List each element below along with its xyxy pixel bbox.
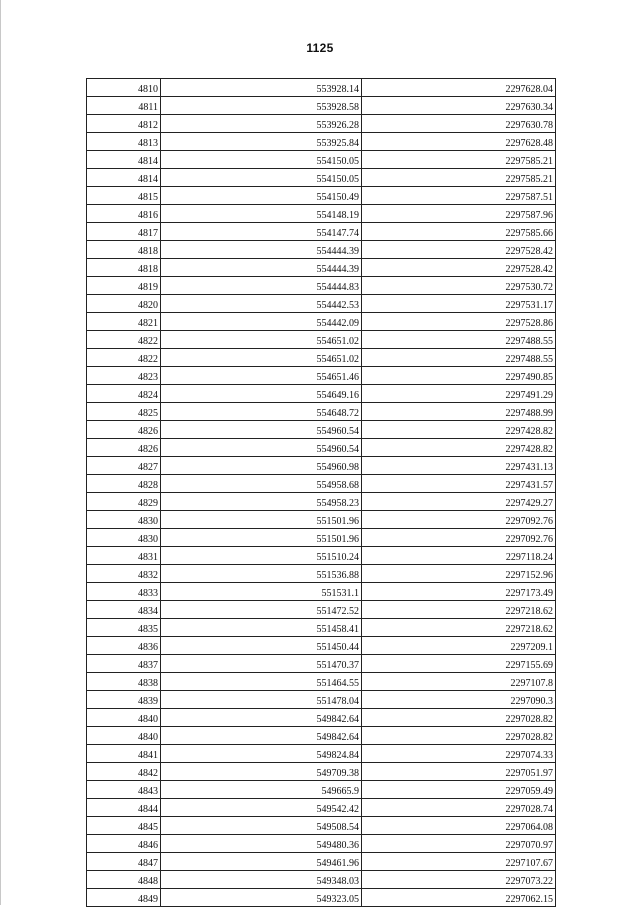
x-coordinate-cell: 549665.9 <box>161 781 362 799</box>
table-row <box>87 835 556 853</box>
y-coordinate-cell: 2297107.67 <box>362 853 556 871</box>
point-number-cell: 4849 <box>87 889 161 907</box>
x-coordinate-cell: 554960.54 <box>161 421 362 439</box>
point-number-cell: 4839 <box>87 691 161 709</box>
table-row <box>87 97 556 115</box>
x-coordinate-cell: 554960.54 <box>161 439 362 457</box>
y-coordinate-cell: 2297585.66 <box>362 223 556 241</box>
table-row <box>87 547 556 565</box>
x-coordinate-cell: 553928.58 <box>161 97 362 115</box>
x-coordinate-cell: 554444.39 <box>161 259 362 277</box>
x-coordinate-cell: 549842.64 <box>161 727 362 745</box>
x-coordinate-cell: 554960.98 <box>161 457 362 475</box>
y-coordinate-cell: 2297528.86 <box>362 313 556 331</box>
point-number-cell: 4830 <box>87 511 161 529</box>
coordinates-table-container <box>86 78 555 907</box>
y-coordinate-cell: 2297431.13 <box>362 457 556 475</box>
point-number-cell: 4814 <box>87 151 161 169</box>
x-coordinate-cell: 549508.54 <box>161 817 362 835</box>
x-coordinate-cell: 554651.46 <box>161 367 362 385</box>
table-row <box>87 565 556 583</box>
x-coordinate-cell: 554648.72 <box>161 403 362 421</box>
y-coordinate-cell: 2297587.51 <box>362 187 556 205</box>
page-number: 1125 <box>306 41 334 55</box>
point-number-cell: 4840 <box>87 709 161 727</box>
x-coordinate-cell: 554958.23 <box>161 493 362 511</box>
y-coordinate-cell: 2297488.55 <box>362 331 556 349</box>
x-coordinate-cell: 549842.64 <box>161 709 362 727</box>
x-coordinate-cell: 551531.1 <box>161 583 362 601</box>
table-row <box>87 763 556 781</box>
x-coordinate-cell: 549709.38 <box>161 763 362 781</box>
point-number-cell: 4817 <box>87 223 161 241</box>
point-number-cell: 4820 <box>87 295 161 313</box>
y-coordinate-cell: 2297107.8 <box>362 673 556 691</box>
y-coordinate-cell: 2297488.99 <box>362 403 556 421</box>
table-row <box>87 511 556 529</box>
point-number-cell: 4821 <box>87 313 161 331</box>
table-row <box>87 205 556 223</box>
point-number-cell: 4819 <box>87 277 161 295</box>
point-number-cell: 4811 <box>87 97 161 115</box>
y-coordinate-cell: 2297155.69 <box>362 655 556 673</box>
table-row <box>87 619 556 637</box>
point-number-cell: 4833 <box>87 583 161 601</box>
coordinates-table <box>86 78 556 907</box>
table-row <box>87 475 556 493</box>
table-row <box>87 745 556 763</box>
y-coordinate-cell: 2297090.3 <box>362 691 556 709</box>
point-number-cell: 4838 <box>87 673 161 691</box>
y-coordinate-cell: 2297528.42 <box>362 259 556 277</box>
x-coordinate-cell: 554444.39 <box>161 241 362 259</box>
y-coordinate-cell: 2297531.17 <box>362 295 556 313</box>
y-coordinate-cell: 2297218.62 <box>362 619 556 637</box>
point-number-cell: 4816 <box>87 205 161 223</box>
y-coordinate-cell: 2297051.97 <box>362 763 556 781</box>
point-number-cell: 4844 <box>87 799 161 817</box>
x-coordinate-cell: 554651.02 <box>161 331 362 349</box>
point-number-cell: 4842 <box>87 763 161 781</box>
x-coordinate-cell: 554148.19 <box>161 205 362 223</box>
y-coordinate-cell: 2297028.82 <box>362 709 556 727</box>
table-row <box>87 493 556 511</box>
point-number-cell: 4824 <box>87 385 161 403</box>
point-number-cell: 4815 <box>87 187 161 205</box>
x-coordinate-cell: 549542.42 <box>161 799 362 817</box>
table-row <box>87 115 556 133</box>
y-coordinate-cell: 2297028.74 <box>362 799 556 817</box>
x-coordinate-cell: 549824.84 <box>161 745 362 763</box>
y-coordinate-cell: 2297628.48 <box>362 133 556 151</box>
x-coordinate-cell: 551450.44 <box>161 637 362 655</box>
x-coordinate-cell: 553928.14 <box>161 79 362 97</box>
table-row <box>87 169 556 187</box>
y-coordinate-cell: 2297431.57 <box>362 475 556 493</box>
y-coordinate-cell: 2297173.49 <box>362 583 556 601</box>
x-coordinate-cell: 551501.96 <box>161 529 362 547</box>
table-row <box>87 385 556 403</box>
y-coordinate-cell: 2297073.22 <box>362 871 556 889</box>
y-coordinate-cell: 2297059.49 <box>362 781 556 799</box>
x-coordinate-cell: 554444.83 <box>161 277 362 295</box>
y-coordinate-cell: 2297209.1 <box>362 637 556 655</box>
y-coordinate-cell: 2297092.76 <box>362 511 556 529</box>
y-coordinate-cell: 2297628.04 <box>362 79 556 97</box>
table-row <box>87 277 556 295</box>
x-coordinate-cell: 554442.53 <box>161 295 362 313</box>
point-number-cell: 4818 <box>87 259 161 277</box>
table-row <box>87 799 556 817</box>
table-row <box>87 241 556 259</box>
x-coordinate-cell: 551464.55 <box>161 673 362 691</box>
x-coordinate-cell: 554651.02 <box>161 349 362 367</box>
table-row <box>87 457 556 475</box>
y-coordinate-cell: 2297118.24 <box>362 547 556 565</box>
y-coordinate-cell: 2297064.08 <box>362 817 556 835</box>
point-number-cell: 4846 <box>87 835 161 853</box>
table-row <box>87 817 556 835</box>
table-row <box>87 331 556 349</box>
point-number-cell: 4810 <box>87 79 161 97</box>
table-row <box>87 367 556 385</box>
y-coordinate-cell: 2297630.78 <box>362 115 556 133</box>
point-number-cell: 4812 <box>87 115 161 133</box>
x-coordinate-cell: 554958.68 <box>161 475 362 493</box>
x-coordinate-cell: 551478.04 <box>161 691 362 709</box>
y-coordinate-cell: 2297070.97 <box>362 835 556 853</box>
x-coordinate-cell: 549323.05 <box>161 889 362 907</box>
x-coordinate-cell: 551458.41 <box>161 619 362 637</box>
table-row <box>87 421 556 439</box>
table-row <box>87 655 556 673</box>
x-coordinate-cell: 554150.05 <box>161 169 362 187</box>
table-row <box>87 349 556 367</box>
y-coordinate-cell: 2297530.72 <box>362 277 556 295</box>
table-row <box>87 313 556 331</box>
y-coordinate-cell: 2297630.34 <box>362 97 556 115</box>
point-number-cell: 4837 <box>87 655 161 673</box>
point-number-cell: 4840 <box>87 727 161 745</box>
point-number-cell: 4823 <box>87 367 161 385</box>
y-coordinate-cell: 2297092.76 <box>362 529 556 547</box>
table-row <box>87 151 556 169</box>
table-row <box>87 583 556 601</box>
point-number-cell: 4832 <box>87 565 161 583</box>
table-row <box>87 439 556 457</box>
table-row <box>87 691 556 709</box>
x-coordinate-cell: 549480.36 <box>161 835 362 853</box>
table-row <box>87 871 556 889</box>
x-coordinate-cell: 549348.03 <box>161 871 362 889</box>
point-number-cell: 4845 <box>87 817 161 835</box>
x-coordinate-cell: 551470.37 <box>161 655 362 673</box>
y-coordinate-cell: 2297218.62 <box>362 601 556 619</box>
x-coordinate-cell: 554150.49 <box>161 187 362 205</box>
table-row <box>87 637 556 655</box>
x-coordinate-cell: 551536.88 <box>161 565 362 583</box>
point-number-cell: 4843 <box>87 781 161 799</box>
point-number-cell: 4825 <box>87 403 161 421</box>
y-coordinate-cell: 2297491.29 <box>362 385 556 403</box>
y-coordinate-cell: 2297062.15 <box>362 889 556 907</box>
x-coordinate-cell: 551501.96 <box>161 511 362 529</box>
y-coordinate-cell: 2297428.82 <box>362 439 556 457</box>
table-row <box>87 295 556 313</box>
table-row <box>87 529 556 547</box>
y-coordinate-cell: 2297587.96 <box>362 205 556 223</box>
table-row <box>87 781 556 799</box>
table-row <box>87 259 556 277</box>
table-row <box>87 727 556 745</box>
y-coordinate-cell: 2297488.55 <box>362 349 556 367</box>
y-coordinate-cell: 2297490.85 <box>362 367 556 385</box>
x-coordinate-cell: 549461.96 <box>161 853 362 871</box>
point-number-cell: 4826 <box>87 421 161 439</box>
table-row <box>87 403 556 421</box>
y-coordinate-cell: 2297585.21 <box>362 151 556 169</box>
point-number-cell: 4813 <box>87 133 161 151</box>
y-coordinate-cell: 2297074.33 <box>362 745 556 763</box>
coordinates-table-body <box>87 79 556 907</box>
x-coordinate-cell: 553926.28 <box>161 115 362 133</box>
table-row <box>87 79 556 97</box>
y-coordinate-cell: 2297585.21 <box>362 169 556 187</box>
point-number-cell: 4828 <box>87 475 161 493</box>
point-number-cell: 4814 <box>87 169 161 187</box>
x-coordinate-cell: 553925.84 <box>161 133 362 151</box>
x-coordinate-cell: 554150.05 <box>161 151 362 169</box>
point-number-cell: 4826 <box>87 439 161 457</box>
point-number-cell: 4841 <box>87 745 161 763</box>
y-coordinate-cell: 2297429.27 <box>362 493 556 511</box>
point-number-cell: 4831 <box>87 547 161 565</box>
point-number-cell: 4818 <box>87 241 161 259</box>
point-number-cell: 4829 <box>87 493 161 511</box>
table-row <box>87 187 556 205</box>
x-coordinate-cell: 554442.09 <box>161 313 362 331</box>
point-number-cell: 4830 <box>87 529 161 547</box>
point-number-cell: 4834 <box>87 601 161 619</box>
y-coordinate-cell: 2297528.42 <box>362 241 556 259</box>
x-coordinate-cell: 551472.52 <box>161 601 362 619</box>
y-coordinate-cell: 2297428.82 <box>362 421 556 439</box>
y-coordinate-cell: 2297028.82 <box>362 727 556 745</box>
table-row <box>87 223 556 241</box>
table-row <box>87 853 556 871</box>
point-number-cell: 4822 <box>87 349 161 367</box>
x-coordinate-cell: 551510.24 <box>161 547 362 565</box>
table-row <box>87 673 556 691</box>
point-number-cell: 4835 <box>87 619 161 637</box>
table-row <box>87 709 556 727</box>
table-row <box>87 601 556 619</box>
point-number-cell: 4848 <box>87 871 161 889</box>
point-number-cell: 4836 <box>87 637 161 655</box>
y-coordinate-cell: 2297152.96 <box>362 565 556 583</box>
x-coordinate-cell: 554649.16 <box>161 385 362 403</box>
table-row <box>87 889 556 907</box>
x-coordinate-cell: 554147.74 <box>161 223 362 241</box>
point-number-cell: 4847 <box>87 853 161 871</box>
point-number-cell: 4827 <box>87 457 161 475</box>
point-number-cell: 4822 <box>87 331 161 349</box>
table-row <box>87 133 556 151</box>
scan-left-edge <box>0 0 1 905</box>
